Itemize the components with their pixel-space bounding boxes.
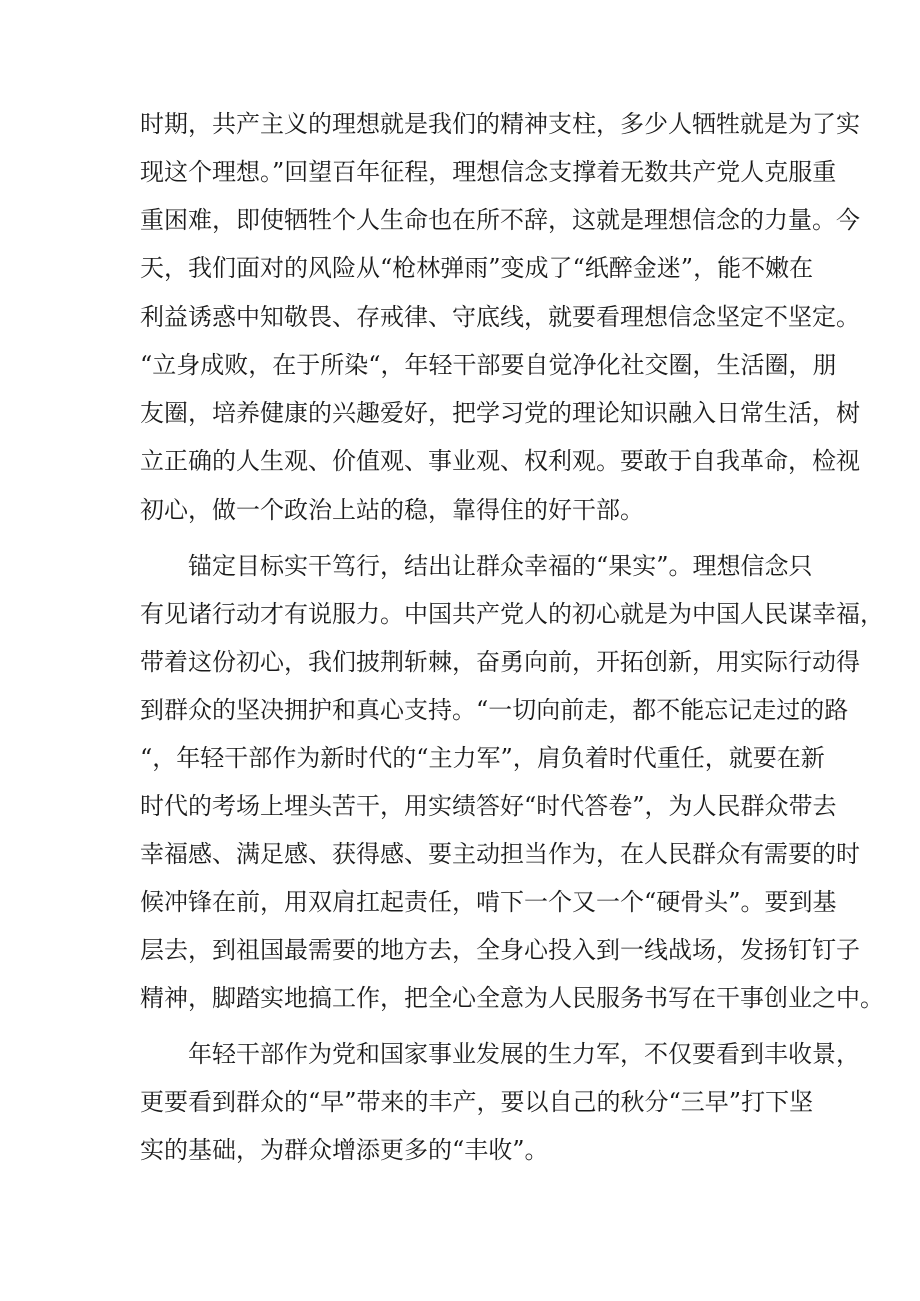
paragraph-2-line-10: 精神，脚踏实地搞工作，把全心全意为人民服务书写在干事创业之中。 xyxy=(140,984,884,1012)
paragraph-3-line-3: 实的基础，为群众增添更多的“丰收”。 xyxy=(140,1136,549,1164)
paragraph-1-line-5: 利益诱惑中知敬畏、存戒律、守底线，就要看理想信念坚定不坚定。 xyxy=(140,303,860,331)
paragraph-1-line-3: 重困难，即使牺牲个人生命也在所不辞，这就是理想信念的力量。今 xyxy=(140,206,860,234)
paragraph-1-line-4: 天，我们面对的风险从“枪林弹雨”变成了“纸醉金迷”，能不嫩在 xyxy=(140,254,814,282)
paragraph-2-line-2: 有见诸行动才有说服力。中国共产党人的初心就是为中国人民谋幸福， xyxy=(140,600,884,628)
paragraph-2-line-5: “，年轻干部作为新时代的“主力军”，肩负着时代重任，就要在新 xyxy=(140,744,825,772)
paragraph-3-line-1: 年轻干部作为党和国家事业发展的生力军，不仅要看到丰收景， xyxy=(188,1040,860,1068)
paragraph-2-line-1: 锚定目标实干笃行，结出让群众幸福的“果实”。理想信念只 xyxy=(188,552,813,580)
paragraph-1-line-8: 立正确的人生观、价值观、事业观、权利观。要敢于自我革命，检视 xyxy=(140,447,860,475)
paragraph-1-line-7: 友圈，培养健康的兴趣爱好，把学习党的理论知识融入日常生活，树 xyxy=(140,399,860,427)
paragraph-3-line-2: 更要看到群众的“早”带来的丰产，要以自己的秋分“三早”打下坚 xyxy=(140,1088,814,1116)
paragraph-2-line-6: 时代的考场上埋头苦干，用实绩答好“时代答卷”，为人民群众带去 xyxy=(140,792,837,820)
paragraph-1-line-1: 时期，共产主义的理想就是我们的精神支柱，多少人牺牲就是为了实 xyxy=(140,110,860,138)
paragraph-2-line-3: 带着这份初心，我们披荆斩棘，奋勇向前，开拓创新，用实际行动得 xyxy=(140,648,860,676)
paragraph-1-line-2: 现这个理想。”回望百年征程，理想信念支撑着无数共产党人克服重 xyxy=(140,158,837,186)
paragraph-2-line-9: 层去，到祖国最需要的地方去，全身心投入到一线战场，发扬钉钉子 xyxy=(140,936,860,964)
paragraph-2-line-7: 幸福感、满足感、获得感、要主动担当作为，在人民群众有需要的时 xyxy=(140,840,860,868)
paragraph-2-line-4: 到群众的坚决拥护和真心支持。“一切向前走，都不能忘记走过的路 xyxy=(140,696,849,724)
paragraph-2-line-8: 候冲锋在前，用双肩扛起责任，啃下一个又一个“硬骨头”。要到基 xyxy=(140,888,837,916)
paragraph-1-line-6: “立身成败，在于所染“，年轻干部要自觉净化社交圈，生活圈，朋 xyxy=(140,351,837,379)
paragraph-1-line-9: 初心，做一个政治上站的稳，靠得住的好干部。 xyxy=(140,496,644,524)
